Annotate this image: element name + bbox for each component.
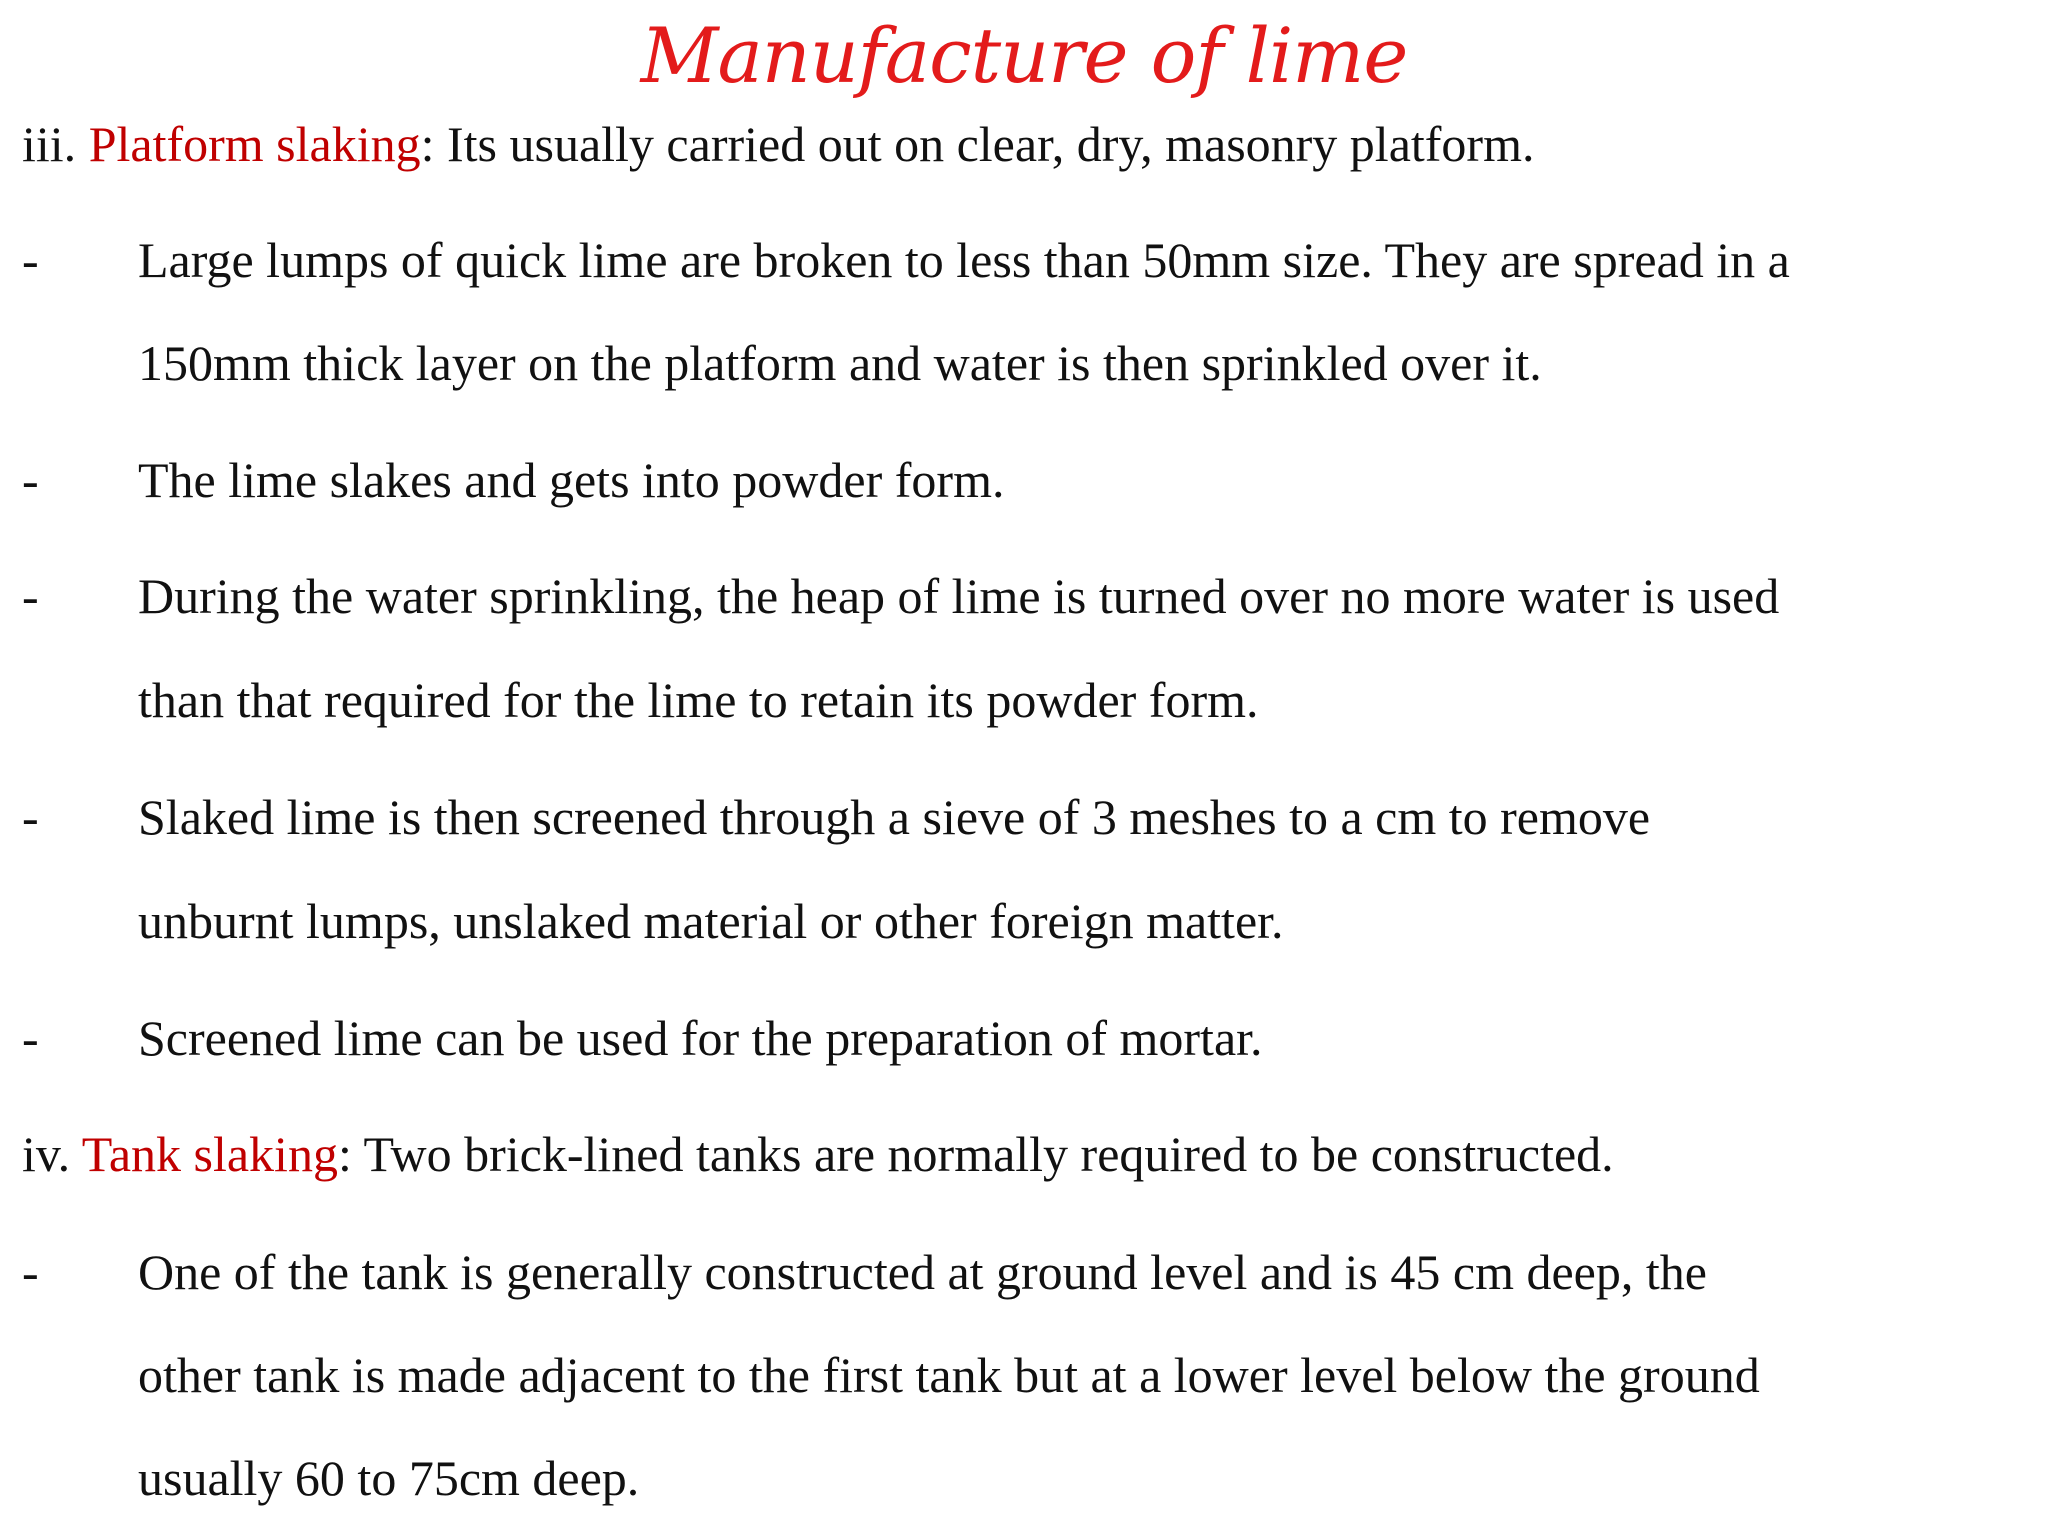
section-heading-platform-slaking xyxy=(22,114,1534,174)
bullet-line: unburnt lumps, unslaked material or other foreign matter. xyxy=(138,893,1284,949)
bullet-line: other tank is made adjacent to the first tank but at a lower level below the ground xyxy=(138,1347,1760,1403)
section-heading-tank-slaking xyxy=(22,1124,1614,1184)
bullet-marker: - xyxy=(22,789,39,845)
bullet-line: Screened lime can be used for the preparation of mortar. xyxy=(138,1010,1263,1066)
bullet-marker: - xyxy=(22,568,39,624)
bullet-line: usually 60 to 75cm deep. xyxy=(138,1450,640,1506)
bullet-line: The lime slakes and gets into powder form. xyxy=(138,452,1005,508)
bullet-line: One of the tank is generally constructed at ground level and is 45 cm deep, the xyxy=(138,1244,1707,1300)
section-number: iv. xyxy=(22,1126,71,1182)
bullet-line: 150mm thick layer on the platform and water is then sprinkled over it. xyxy=(138,335,1542,391)
bullet-marker: - xyxy=(22,232,39,288)
bullet-line: Large lumps of quick lime are broken to less than 50mm size. They are spread in a xyxy=(138,232,1790,288)
section-term: Tank slaking xyxy=(81,1126,338,1182)
bullet-line: Slaked lime is then screened through a sieve of 3 meshes to a cm to remove xyxy=(138,789,1651,845)
bullet-marker: - xyxy=(22,452,39,508)
bullet-line: than that required for the lime to retain its powder form. xyxy=(138,672,1259,728)
bullet-line: During the water sprinkling, the heap of lime is turned over no more water is used xyxy=(138,568,1780,624)
section-term: Platform slaking xyxy=(88,116,421,172)
bullet-marker: - xyxy=(22,1010,39,1066)
section-description: : Its usually carried out on clear, dry, masonry platform. xyxy=(420,116,1535,172)
slide-title: Manufacture of lime xyxy=(640,11,1408,100)
section-number: iii. xyxy=(22,116,77,172)
bullet-marker: - xyxy=(22,1244,39,1300)
section-description: : Two brick-lined tanks are normally required to be constructed. xyxy=(337,1126,1614,1182)
